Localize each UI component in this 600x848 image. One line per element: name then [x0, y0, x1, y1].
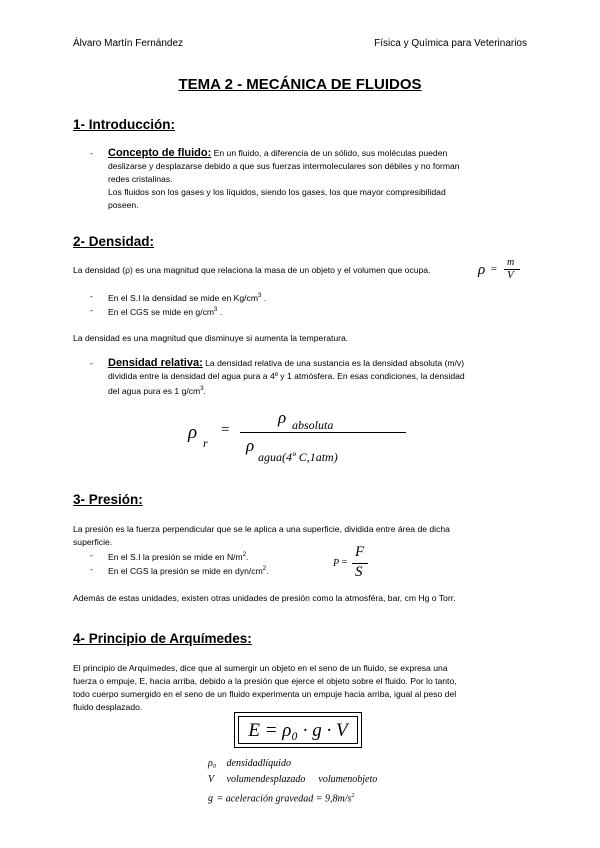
text-line: superficie. [73, 537, 113, 547]
bullet-dash: - [90, 550, 93, 560]
page-title: TEMA 2 - MECÁNICA DE FLUIDOS [178, 76, 422, 93]
bullet-si-pressure [90, 549, 249, 564]
formula-p: P [333, 558, 340, 569]
bullet-end: . [266, 565, 269, 576]
fraction-bar [240, 432, 406, 433]
text-line: redes cristalinas. [108, 174, 173, 184]
pressure-formula [333, 544, 373, 584]
archimedes-formula-box [234, 712, 362, 748]
density-formula [478, 257, 528, 283]
text-line: En un fluido, a diferencia de un sólido, sus moléculas pueden [213, 148, 448, 158]
bullet-text: En el CGS se mide en g/cm [108, 306, 215, 317]
superscript: 3 [214, 307, 218, 313]
text-line: Los fluidos son los gases y los líquidos, siendo los gases, los que mayor compresibilidad [108, 187, 446, 197]
bullet-dash: - [90, 148, 93, 158]
archimedes-legend [208, 756, 377, 807]
formula-sub-r: r [203, 436, 208, 450]
formula-num-rho: ρ [278, 408, 287, 427]
bullet-end: . [246, 551, 249, 562]
bullet-cgs-density [90, 304, 223, 319]
text-line: La presión es la fuerza perpendicular que se le aplica a una superficie, dividida entre área de dicha [73, 524, 450, 534]
legend-symbol: ρ₀ [208, 758, 217, 769]
bullet-dash: - [90, 305, 93, 315]
superscript: 3 [200, 386, 204, 392]
term-densidad-relativa: Densidad relativa: [108, 357, 203, 369]
bullet-text: En el S.I la presión se mide en N/m [108, 551, 243, 562]
bullet-cgs-pressure [90, 563, 269, 578]
header-course: Física y Química para Veterinarios [374, 38, 527, 49]
text-line: poseen. [108, 200, 139, 210]
legend-text: volumenobjeto [318, 774, 378, 785]
archimedes-formula: E = ρ₀ · g · V [238, 716, 358, 744]
archimedes-text [73, 662, 543, 714]
legend-text: densidadlíquido [226, 758, 291, 769]
legend-text: volumendesplazado [226, 774, 306, 785]
formula-rho: ρ [478, 262, 486, 278]
legend-symbol: V [208, 774, 215, 785]
formula-equals: = [220, 422, 231, 438]
bullet-end: . [217, 306, 223, 317]
pressure-definition [73, 523, 533, 549]
section-heading-arquimedes: 4- Principio de Arquímedes: [73, 631, 252, 646]
formula-num-sub: absoluta [292, 418, 334, 432]
legend-row-g [208, 788, 377, 807]
concept-fluid-block [90, 147, 538, 212]
section-heading-introduccion: 1- Introducción: [73, 117, 175, 132]
density-intro: La densidad (ρ) es una magnitud que relaciona la masa de un objeto y el volumen que ocupa. [73, 265, 431, 275]
text-line: deslizarse y desplazarse debido a que sus fuerzas intermoleculares son débiles y no forman [108, 161, 460, 171]
line-end: . [203, 385, 206, 396]
text-line: La densidad relativa de una sustancia es la densidad absoluta (m/v) [205, 358, 465, 368]
text-line: dividida entre la densidad del agua pura a 4º y 1 atmósfera. En esas condiciones, la densidad [108, 371, 465, 381]
superscript: 2 [351, 793, 355, 799]
bullet-text: En el CGS la presión se mide en dyn/cm [108, 565, 263, 576]
legend-row-rho [208, 756, 377, 772]
bullet-end: . [261, 292, 267, 303]
text-line: fuerza o empuje, E, hacia arriba, debido a la presión que ejerce el objeto sobre el fluido. Por lo tanto, [73, 676, 457, 686]
legend-text: = aceleración gravedad = 9,8m/s [216, 793, 352, 805]
relative-density-formula [188, 408, 418, 468]
formula-f: F [355, 544, 365, 560]
superscript: 3 [258, 293, 262, 299]
density-temperature-note: La densidad es una magnitud que disminuye si aumenta la temperatura. [73, 333, 349, 343]
superscript: 2 [242, 552, 247, 558]
formula-den-rho: ρ [246, 436, 255, 455]
formula-v: V [507, 269, 514, 281]
section-heading-presion: 3- Presión: [73, 492, 143, 507]
header-author: Álvaro Martín Fernández [73, 38, 184, 49]
pressure-units-note: Además de estas unidades, existen otras unidades de presión como la atmosféra, bar, cm Hg o Torr. [73, 593, 456, 603]
superscript: 2 [262, 566, 267, 572]
bullet-dash: - [90, 564, 93, 574]
formula-s: S [355, 564, 363, 580]
text-line: del agua pura es 1 g/cm [108, 385, 201, 396]
formula-m: m [507, 257, 515, 268]
formula-equals: = [490, 263, 498, 275]
relative-density-block [90, 357, 538, 398]
legend-row-v [208, 772, 377, 788]
bullet-dash: - [90, 358, 93, 368]
bullet-dash: - [90, 291, 93, 301]
bullet-si-density [90, 290, 267, 305]
formula-rho-r: ρ [188, 422, 198, 443]
text-line: El principio de Arquímedes, dice que al sumergir un objeto en el seno de un fluido, se expresa una [73, 663, 448, 673]
bullet-text: En el S.I la densidad se mide en Kg/cm [108, 292, 258, 303]
section-heading-densidad: 2- Densidad: [73, 234, 155, 249]
formula-den-sub: agua(4º C,1atm) [258, 450, 338, 464]
formula-equals: = [341, 557, 348, 568]
term-concepto-fluido: Concepto de fluido: [108, 147, 212, 159]
legend-symbol: g [208, 793, 213, 805]
text-line: todo cuerpo sumergido en el seno de un fluido experimenta un empuje hacia arriba, igual al peso del [73, 689, 457, 699]
text-line: fluido desplazado. [73, 702, 143, 712]
